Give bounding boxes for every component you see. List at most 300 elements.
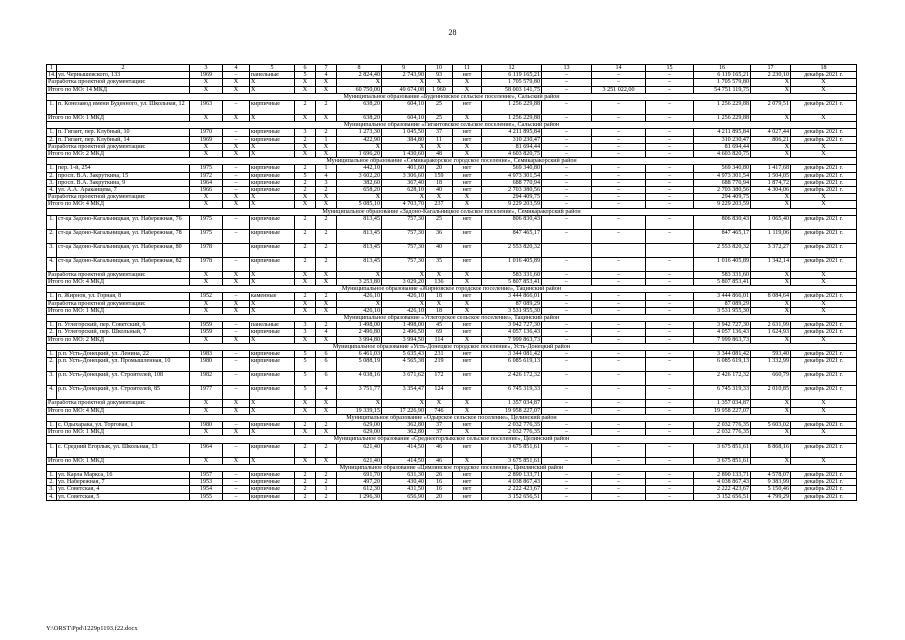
table-cell: – [542, 72, 592, 79]
table-cell: 629,00 [337, 421, 382, 428]
table-cell: – [542, 279, 592, 286]
table-cell: X [337, 400, 382, 407]
table-cell: кирпичные [250, 187, 295, 194]
total-label: Итого по МО: 1 МКД [47, 429, 190, 436]
table-cell: декабрь 2021 г. [791, 257, 857, 271]
table-cell: X [295, 143, 316, 150]
table-cell: X [190, 336, 223, 343]
table-cell: 4 211 895,84 [694, 129, 751, 136]
table-cell: кирпичные [250, 443, 295, 457]
table-cell: X [223, 400, 250, 407]
table-cell: – [542, 271, 592, 278]
table-cell: – [646, 443, 694, 457]
table-cell: – [542, 143, 592, 150]
table-cell: X [316, 407, 337, 414]
table-cell: 806 830,43 [694, 215, 751, 229]
table-cell: 2 [295, 179, 316, 186]
table-cell: 5 [295, 172, 316, 179]
table-cell: 2 010,85 [751, 386, 791, 400]
table-cell: – [223, 101, 250, 115]
table-cell: X [453, 407, 482, 414]
table-cell: X [751, 407, 791, 414]
table-cell: 2 496,50 [382, 329, 426, 336]
table-cell: нет [453, 443, 482, 457]
table-cell: 35 [426, 257, 453, 271]
table-cell: 17 226,90 [382, 407, 426, 414]
address-cell: р.п. Усть-Донецкий, ул. Строителей, 108 [57, 372, 190, 386]
table-cell: X [453, 143, 482, 150]
table-cell: 81 694,44 [694, 143, 751, 150]
table-cell: 583 331,60 [482, 271, 542, 278]
table-cell: 660,79 [751, 372, 791, 386]
table-cell: 20 [426, 165, 453, 172]
table-cell: 2 [295, 257, 316, 271]
address-cell: п. Углегорский, пер. Школьный, 7 [57, 329, 190, 336]
table-cell: – [542, 358, 592, 372]
table-cell: X [382, 143, 426, 150]
table-cell: декабрь 2021 г. [791, 187, 857, 194]
table-cell: X [426, 271, 453, 278]
table-cell: 5 [295, 386, 316, 400]
table-cell: – [646, 293, 694, 300]
table-cell: нет [453, 386, 482, 400]
table-cell: 806,21 [751, 136, 791, 143]
table-cell: – [592, 358, 646, 372]
table-cell: X [453, 201, 482, 208]
table-cell: 3. [47, 372, 57, 386]
table-cell: 18 [426, 293, 453, 300]
table-cell: 1969 [190, 72, 223, 79]
table-cell: X [791, 300, 857, 307]
table-cell: 1 342,14 [751, 257, 791, 271]
table-cell: панельные [250, 72, 295, 79]
table-cell: 1983 [190, 351, 223, 358]
table-cell: 5 088,19 [337, 358, 382, 372]
table-cell: 1964 [190, 179, 223, 186]
table-cell: 1 498,00 [382, 322, 426, 329]
address-cell: ст-ца Задоно-Кагальницкая, ул. Набережная, 82 [57, 257, 190, 271]
table-cell: 1 256 229,88 [482, 101, 542, 115]
table-cell: нет [453, 243, 482, 257]
table-cell: нет [453, 329, 482, 336]
table-cell: X [223, 407, 250, 414]
table-cell: кирпичные [250, 479, 295, 486]
project-docs-label: Разработка проектной документации: [47, 400, 190, 407]
table-cell: декабрь 2021 г. [791, 165, 857, 172]
table-cell: 688 770,94 [482, 179, 542, 186]
table-cell: 2 [316, 479, 337, 486]
mo-total-row [47, 429, 857, 436]
address-cell: ул. Советская, 4 [57, 486, 190, 493]
municipality-title: Муниципальное образование «Усть-Донецкое городское поселение», Усть-Донецкий район [47, 343, 857, 350]
building-row [47, 479, 857, 486]
table-cell: декабрь 2021 г. [791, 229, 857, 243]
table-cell: – [542, 101, 592, 115]
table-cell: 382,60 [337, 179, 382, 186]
table-cell: 847 465,17 [694, 229, 751, 243]
address-cell: ул. Набережная, 7 [57, 479, 190, 486]
municipality-section-row [47, 436, 857, 443]
table-cell: 2 032 776,35 [694, 421, 751, 428]
table-cell: – [592, 400, 646, 407]
table-cell: – [646, 429, 694, 436]
table-cell: 2 [316, 421, 337, 428]
table-cell: 1980 [190, 421, 223, 428]
table-cell: X [791, 201, 857, 208]
table-cell: 3 306,60 [382, 172, 426, 179]
column-number: 1 [47, 65, 57, 72]
table-cell: 3 942 727,30 [482, 322, 542, 329]
table-cell: X [316, 429, 337, 436]
address-cell: ст-ца Задоно-Кагальницкая, ул. Набережная, 76 [57, 215, 190, 229]
table-cell: X [250, 429, 295, 436]
table-cell: 3 675 851,61 [694, 443, 751, 457]
table-cell: 4. [47, 257, 57, 271]
table-cell: 2 890 133,71 [482, 471, 542, 478]
project-docs-row [47, 79, 857, 86]
column-number: 13 [542, 65, 592, 72]
table-cell: – [223, 136, 250, 143]
table-cell: X [295, 79, 316, 86]
table-cell: 5 085,10 [337, 201, 382, 208]
table-cell: – [542, 493, 592, 500]
table-cell: – [592, 486, 646, 493]
table-cell: 49 674,08 [382, 86, 426, 93]
table-cell: – [542, 471, 592, 478]
table-cell: X [190, 271, 223, 278]
table-cell: 2 553 820,32 [482, 243, 542, 257]
table-cell: кирпичные [250, 129, 295, 136]
table-cell: 4 603 820,75 [694, 151, 751, 158]
table-cell: 1959 [190, 322, 223, 329]
table-cell: 5 [295, 351, 316, 358]
table-cell: декабрь 2021 г. [791, 443, 857, 457]
table-cell: – [646, 400, 694, 407]
table-cell: X [751, 271, 791, 278]
table-cell: – [592, 151, 646, 158]
table-cell: 3 942 727,30 [694, 322, 751, 329]
table-cell: 3 152 656,51 [482, 493, 542, 500]
municipality-title: Муниципальное образование «Задоно-Кагальницкое сельское поселение», Семикаракорский район [47, 208, 857, 215]
table-cell: – [592, 493, 646, 500]
table-cell: – [223, 165, 250, 172]
building-row [47, 229, 857, 243]
municipality-title: Муниципальное образование «Одырское сельское поселение», Целинский район [47, 414, 857, 421]
table-cell: 231 [426, 351, 453, 358]
table-cell: 5 [295, 372, 316, 386]
table-cell: – [592, 187, 646, 194]
table-cell: – [542, 329, 592, 336]
building-row [47, 386, 857, 400]
table-cell: 658,20 [337, 187, 382, 194]
table-cell: X [316, 457, 337, 464]
table-cell: 3 354,47 [382, 386, 426, 400]
table-cell: 806 830,43 [482, 215, 542, 229]
table-cell: – [592, 179, 646, 186]
table-cell: 3 344 081,42 [482, 351, 542, 358]
table-cell: X [751, 457, 791, 464]
address-cell: р.п. Усть-Донецкий, ул. Ленина, 22 [57, 351, 190, 358]
table-cell: X [223, 115, 250, 122]
table-cell: X [223, 457, 250, 464]
municipality-title: Муниципальное образование «Буденновское сельское поселение», Сальский район [47, 93, 857, 100]
table-cell: X [453, 457, 482, 464]
table-cell: декабрь 2021 г. [791, 72, 857, 79]
table-cell: – [223, 293, 250, 300]
table-cell: – [646, 229, 694, 243]
table-cell: панельные [250, 322, 295, 329]
table-cell: X [453, 279, 482, 286]
table-cell: X [316, 307, 337, 314]
table-cell: 593,40 [751, 351, 791, 358]
table-cell: 757,30 [382, 243, 426, 257]
table-cell: 2 426 172,32 [482, 372, 542, 386]
table-cell: 1952 [190, 293, 223, 300]
building-row [47, 486, 857, 493]
table-cell: 3 372,27 [751, 243, 791, 257]
table-cell: 1. [47, 322, 57, 329]
table-cell: декабрь 2021 г. [791, 243, 857, 257]
table-cell: 1975 [190, 229, 223, 243]
table-cell: – [592, 300, 646, 307]
table-cell: 414,50 [382, 457, 426, 464]
table-cell: декабрь 2021 г. [791, 172, 857, 179]
table-cell: нет [453, 486, 482, 493]
table-cell: 2. [47, 358, 57, 372]
table-cell: X [453, 300, 482, 307]
building-row [47, 101, 857, 115]
table-cell: 1 504,05 [751, 172, 791, 179]
table-cell: – [223, 372, 250, 386]
table-cell: 1972 [190, 172, 223, 179]
table-cell: 2. [47, 479, 57, 486]
table-cell: 3 602,20 [337, 172, 382, 179]
table-cell: 8 868,16 [751, 443, 791, 457]
table-cell: X [250, 194, 295, 201]
table-cell: 1963 [190, 101, 223, 115]
table-cell: X [791, 86, 857, 93]
table-cell: – [542, 165, 592, 172]
table-cell: 2 [316, 443, 337, 457]
address-cell: ул. Советская, 5 [57, 493, 190, 500]
table-cell: кирпичные [250, 172, 295, 179]
table-cell: X [190, 86, 223, 93]
table-cell: 3 531 955,30 [694, 307, 751, 314]
table-cell: 604,10 [382, 101, 426, 115]
table-cell: – [592, 322, 646, 329]
table-cell: декабрь 2021 г. [791, 486, 857, 493]
table-cell: X [316, 86, 337, 93]
table-cell: – [223, 129, 250, 136]
table-cell: X [751, 194, 791, 201]
building-row [47, 257, 857, 271]
table-cell: X [295, 400, 316, 407]
table-cell: X [316, 300, 337, 307]
table-cell: X [190, 201, 223, 208]
table-cell: – [223, 486, 250, 493]
table-cell: 4 038 867,43 [694, 479, 751, 486]
table-cell: – [592, 271, 646, 278]
table-cell: – [542, 372, 592, 386]
table-cell: – [592, 443, 646, 457]
table-cell: X [295, 151, 316, 158]
table-cell: декабрь 2021 г. [791, 329, 857, 336]
table-cell: X [337, 271, 382, 278]
building-row [47, 293, 857, 300]
table-cell: – [646, 322, 694, 329]
table-cell: X [190, 151, 223, 158]
table-cell: 219 [426, 358, 453, 372]
table-cell: 1978 [190, 257, 223, 271]
municipality-title: Муниципальное образование «Жирновское городское поселение», Тацинский район [47, 286, 857, 293]
table-cell: – [592, 136, 646, 143]
table-cell: – [592, 471, 646, 478]
table-cell: – [542, 429, 592, 436]
table-cell: 426,10 [382, 307, 426, 314]
table-cell: кирпичные [250, 229, 295, 243]
table-cell: 1 624,93 [751, 329, 791, 336]
table-cell: 3 152 656,51 [694, 493, 751, 500]
table-cell: 746 [426, 407, 453, 414]
table-cell: X [250, 201, 295, 208]
table-cell: 2 [295, 165, 316, 172]
table-cell: 628,10 [382, 187, 426, 194]
table-cell: 631,30 [382, 471, 426, 478]
table-cell: 629,00 [337, 429, 382, 436]
table-cell: 2 [316, 229, 337, 243]
table-cell: 40 [426, 187, 453, 194]
table-cell: 2 [316, 101, 337, 115]
table-cell: декабрь 2021 г. [791, 351, 857, 358]
table-cell: X [382, 194, 426, 201]
project-docs-row [47, 300, 857, 307]
table-cell: кирпичные [250, 101, 295, 115]
table-cell: 813,45 [337, 243, 382, 257]
table-cell: 638,20 [337, 101, 382, 115]
table-cell: 1966 [190, 187, 223, 194]
table-cell: декабрь 2021 г. [791, 322, 857, 329]
table-cell: 3 675 851,61 [482, 443, 542, 457]
table-cell: X [250, 300, 295, 307]
table-cell: 1 [316, 486, 337, 493]
address-cell: просп. В.А. Закруткина, 15 [57, 172, 190, 179]
table-cell: – [223, 443, 250, 457]
table-cell: 3 [295, 129, 316, 136]
table-cell: – [592, 172, 646, 179]
capital-repair-table [46, 64, 857, 501]
table-cell: – [592, 201, 646, 208]
table-cell: 6 [316, 351, 337, 358]
address-cell: ст-ца Задоно-Кагальницкая, ул. Набережная, 80 [57, 243, 190, 257]
table-cell: X [751, 79, 791, 86]
table-cell: 1980 [190, 358, 223, 372]
table-cell: X [223, 300, 250, 307]
table-cell: 2 743,90 [382, 72, 426, 79]
table-cell: 430,40 [382, 479, 426, 486]
table-cell: 1. [47, 293, 57, 300]
table-cell: 3 [316, 179, 337, 186]
table-cell: 2 [295, 486, 316, 493]
municipality-title: Муниципальное образование «Среднеегорлыкское сельское поселение», Целинский район [47, 436, 857, 443]
table-cell: 1 498,00 [337, 322, 382, 329]
table-cell: X [337, 300, 382, 307]
mo-total-row [47, 151, 857, 158]
table-cell: – [542, 457, 592, 464]
table-cell: 2 426 172,32 [694, 372, 751, 386]
table-cell: X [316, 151, 337, 158]
table-cell: 621,40 [337, 443, 382, 457]
table-cell: X [382, 79, 426, 86]
column-number: 4 [223, 65, 250, 72]
table-cell: – [592, 279, 646, 286]
table-cell: X [791, 429, 857, 436]
municipality-section-row [47, 414, 857, 421]
table-cell: X [751, 400, 791, 407]
table-cell: кирпичные [250, 493, 295, 500]
table-cell: – [646, 201, 694, 208]
table-cell: – [223, 322, 250, 329]
table-cell: X [295, 115, 316, 122]
table-cell: – [646, 257, 694, 271]
table-cell: X [791, 407, 857, 414]
table-cell: X [453, 115, 482, 122]
table-cell: X [453, 336, 482, 343]
table-cell: декабрь 2021 г. [791, 372, 857, 386]
table-cell: 25 [426, 115, 453, 122]
table-cell: 3 [295, 322, 316, 329]
project-docs-label: Разработка проектной документации: [47, 300, 190, 307]
table-cell: 60 750,00 [337, 86, 382, 93]
table-cell: нет [453, 372, 482, 386]
table-cell: X [223, 194, 250, 201]
table-cell: 1954 [190, 486, 223, 493]
table-cell: X [250, 307, 295, 314]
table-cell: 6 [316, 358, 337, 372]
table-cell: 18 [426, 307, 453, 314]
table-cell: нет [453, 479, 482, 486]
table-cell: – [223, 179, 250, 186]
table-cell: 3 444 866,01 [482, 293, 542, 300]
table-cell: кирпичные [250, 486, 295, 493]
table-cell: – [223, 386, 250, 400]
project-docs-label: Разработка проектной документации: [47, 79, 190, 86]
table-cell: 6 119 165,21 [694, 72, 751, 79]
table-cell: 2 [316, 493, 337, 500]
table-cell: X [453, 151, 482, 158]
table-cell: 4. [47, 386, 57, 400]
table-cell: – [592, 229, 646, 243]
table-cell [592, 243, 646, 257]
table-cell: – [592, 372, 646, 386]
table-cell: – [592, 407, 646, 414]
table-cell [223, 243, 250, 257]
table-cell: 46 [426, 457, 453, 464]
table-cell: X [295, 457, 316, 464]
table-cell: – [592, 293, 646, 300]
table-cell: – [592, 386, 646, 400]
table-cell: 4 [316, 329, 337, 336]
project-docs-row [47, 143, 857, 150]
table-cell: X [316, 279, 337, 286]
table-cell: – [542, 179, 592, 186]
table-cell: – [592, 257, 646, 271]
table-cell: кирпичные [250, 329, 295, 336]
table-cell: 1 [316, 136, 337, 143]
table-cell: 54 751 119,75 [694, 86, 751, 93]
table-cell: X [223, 79, 250, 86]
table-cell: X [751, 201, 791, 208]
table-cell: 19 958 227,07 [694, 407, 751, 414]
